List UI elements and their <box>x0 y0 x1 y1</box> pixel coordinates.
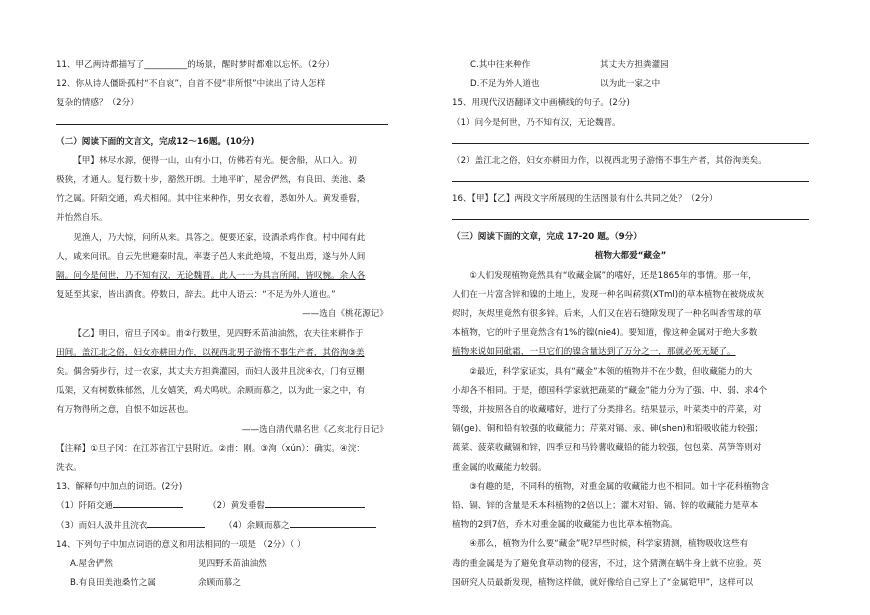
answer-line-15-2[interactable] <box>452 173 809 182</box>
passage-yi-line2: 田间。盖江北之俗，妇女亦耕田力作，以视西北男子游惰不事生产者，其俗洵③美 <box>56 347 365 358</box>
annotation-line1: 【注释】①旦子冈：在江苏省江宁县附近。②甫：刚。③洵（xún）：确实。④浣： <box>56 443 365 454</box>
para2-line5: 蒿菜、菠菜收藏镉和锌，四季豆和马铃薯收藏铅的能力较强，包包菜、莴笋等则对 <box>452 443 762 454</box>
passage-jia-line5: 见渔人，乃大惊，问所从来。具答之。便要还家，设酒杀鸡作食。村中闻有此 <box>73 232 366 243</box>
passage-yi-source: ——选自清代鼎名世《乙亥北行日记》 <box>241 424 388 435</box>
answer-line-16[interactable] <box>452 211 809 220</box>
para2-line4: 镉(ge)、铜和铅有较强的收藏能力；芹菜对镉、汞、砷(shen)和铅吸收能力较强； <box>452 424 764 435</box>
q14-option-b-right: 余顾而慕之 <box>198 578 241 589</box>
section-3-heading: （三）阅读下面的文章，完成 17-20 题。（9分） <box>452 232 642 243</box>
q13-blank1[interactable] <box>113 497 183 508</box>
passage-jia-line7: 隔。问今是何世，乃不知有汉，无论魏晋。此人一一为具言所闻，皆叹惋。余人各 <box>56 271 366 282</box>
passage-jia-line4: 并怡然自乐。 <box>56 213 108 224</box>
question-16: 16、【甲】【乙】两段文字所展现的生活图景有什么共同之处？（2分） <box>452 194 718 205</box>
q14-option-a[interactable] <box>56 555 388 574</box>
q14-option-a-left: A.屋舍俨然 <box>70 559 113 570</box>
question-14: 14、下列句子中加点词语的意义和用法相同的一项是 （2分）（ ） <box>56 539 306 550</box>
q14-option-d[interactable] <box>452 75 809 94</box>
answer-line-12 <box>56 116 388 125</box>
question-15-part1: （1）问今是何世，乃不知有汉，无论魏晋。 <box>452 117 621 128</box>
para1-line3: 烬时，灰烬里竟然有很多锌。后来，人们又在岩石缝隙发现了一种名叫香雪球的草 <box>452 309 762 320</box>
para3-line2: 铅、镉、锌的含量是禾本科植物的2倍以上；灌木对铅、镉、锌的收藏能力是草本 <box>452 501 759 512</box>
passage-jia-line1: 【甲】林尽水源，便得一山，山有小口，仿佛若有光。便舍船，从口入。初 <box>73 155 357 166</box>
q14-option-d-left: D.不足为外人道也 <box>470 79 540 90</box>
passage-jia-source: ——选自《桃花源记》 <box>302 309 388 320</box>
passage-yi-line4: 瓜架，又有树数株郁然，儿女嬉笑，鸡犬鸣吠。余顾而慕之，以为此一家之中，有 <box>56 386 366 397</box>
q14-option-d-right: 以为此一家之中 <box>600 79 661 90</box>
passage-jia-line3: 竹之属。阡陌交通，鸡犬相闻。其中往来种作，男女衣着，悉如外人。黄发垂髫， <box>56 194 366 205</box>
question-11: 11、甲乙两诗都描写了__________的场景，醒时梦时都难以忘怀。（2分） <box>56 60 335 70</box>
para2-line1: ②最近，科学家证实，具有“藏金”本领的植物并不在少数，但收藏能力的大 <box>469 366 753 377</box>
article-title: 植物大都爱“藏金” <box>594 251 667 262</box>
q13-blank2[interactable] <box>265 497 365 508</box>
para2-line3: 等级，并按照各自的收藏嗜好，进行了分类排名。结果显示，叶菜类中的芹菜，对 <box>452 405 762 416</box>
para1-line4: 本植物，它的叶子里竟然含有1%的镍(nie4)。要知道，像这种金属对于绝大多数 <box>452 328 758 339</box>
passage-yi-line5: 有万物得所之意，自恨不如远甚也。 <box>56 405 194 416</box>
q13-blank4[interactable] <box>290 517 376 528</box>
para4-line3: 国研究人员最新发现，植物这样做，就好像给自己穿上了“金属铠甲”，这样可以 <box>452 577 754 588</box>
q13-item3: （3）而妇人汲井且浣衣 <box>56 520 148 531</box>
q14-option-a-right: 见四野禾苗油油然 <box>198 559 267 570</box>
question-13: 13、解释句中加点的词语。(2分) <box>56 482 183 493</box>
para2-line2: 小却各不相同。于是，德国科学家就把蔬菜的“藏金”能力分为了强、中、弱、求4个 <box>452 385 768 396</box>
passage-jia-line8: 复延至其家，皆出酒食。停数日，辞去。此中人语云：“不足为外人道也。” <box>56 290 336 301</box>
question-12-line2: 复杂的情感？（2分） <box>56 98 139 109</box>
para4-line1: ④那么，植物为什么要“藏金”呢?早些时候，科学家猜测，植物吸收这些有 <box>469 539 749 550</box>
question-15: 15、用现代汉语翻译文中画横线的句子。(2分) <box>452 98 630 109</box>
right-column <box>452 56 809 593</box>
question-13-row1 <box>56 497 388 516</box>
q13-item1: （1）阡陌交通 <box>56 501 114 512</box>
q13-item4: （4）余顾而慕之 <box>224 520 290 531</box>
question-12-line1: 12、你从诗人僵卧孤村“不自哀”，自首不侵“非所恨”中读出了诗人怎样 <box>56 79 326 90</box>
answer-line-15-1[interactable] <box>452 135 809 144</box>
q14-option-c[interactable] <box>452 56 809 75</box>
q14-option-c-left: C.其中往来种作 <box>470 60 531 70</box>
q14-option-b[interactable] <box>56 574 388 593</box>
question-13-row2 <box>56 517 388 536</box>
passage-yi-line3: 矣。偶舍骑步行，过一农家，其丈夫方担粪灌园，而妇人汲井且浣④衣，门有豆棚 <box>56 367 365 378</box>
q13-item2: （2）黄发垂髫 <box>208 501 266 512</box>
left-column <box>56 56 388 593</box>
para1-line1: ①人们发现植物竟然具有“收藏金属”的嗜好，还是1865年的事情。那一年， <box>469 270 757 281</box>
para3-line1: ③有趣的是，不同科的植物，对重金属的收藏能力也不相同。如十字花科植物含 <box>469 481 770 492</box>
q13-blank3[interactable] <box>147 517 205 528</box>
q14-option-b-left: B.有良田美池桑竹之属 <box>70 578 156 589</box>
annotation-line2: 洗衣。 <box>56 463 82 474</box>
passage-yi-line1: 【乙】明日，宿旦子冈①。甫②行数里，见四野禾苗油油然，农夫往来耕作于 <box>73 328 364 339</box>
para1-line2: 人们在一片富含锌和镍的土地上，发现一种名叫菥蓂(XTml)的草本植物在被烧成灰 <box>452 289 765 300</box>
passage-jia-line6: 人，咸来问讯。自云先世避秦时乱，率妻子邑人来此绝境，不复出焉，遂与外人间 <box>56 251 366 262</box>
section-2-heading: （二）阅读下面的文言文，完成12～16题。(10分) <box>56 136 255 147</box>
para2-line6: 重金属的收藏能力较弱。 <box>452 462 547 473</box>
para3-line3: 植物的2到7倍，乔木对重金属的收藏能力也比草本植物高。 <box>452 520 678 531</box>
para4-line2: 毒的重金属是为了避免食草动物的侵害，不过，这个猜测在蜗牛身上就不应验。英 <box>452 558 762 569</box>
question-15-part2: （2）盖江北之俗，妇女亦耕田力作，以视西北男子游惰不事生产者，其俗洵美矣。 <box>452 155 767 166</box>
passage-jia-line2: 极狭，才通人。复行数十步，豁然开朗。土地平旷，屋舍俨然，有良田、美池、桑 <box>56 175 366 186</box>
q14-option-c-right: 其丈夫方担粪灌园 <box>600 60 669 70</box>
para1-line5: 植物来说如同砒霜，一旦它们的镍含量达到了万分之一，那就必死无疑了。 <box>452 347 736 358</box>
